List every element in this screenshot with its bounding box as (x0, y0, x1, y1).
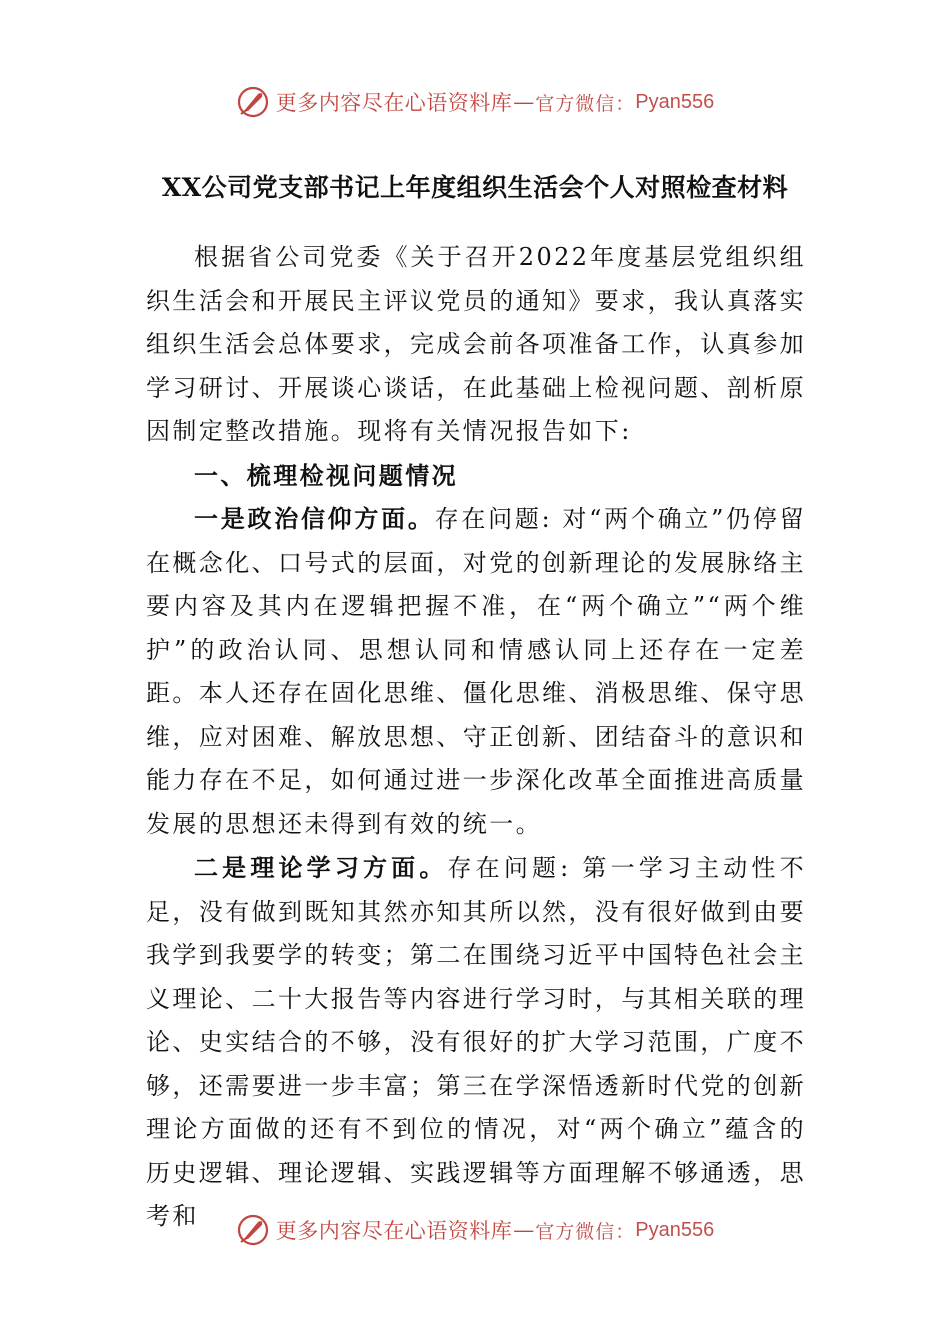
watermark-main-text: 更多内容尽在心语资料库 (275, 91, 513, 115)
quill-seal-icon (236, 85, 270, 119)
item-lead: 二是理论学习方面。 (194, 853, 448, 882)
item-theory-study (146, 846, 806, 1239)
intro-paragraph: 根据省公司党委《关于召开2022年度基层党组织组织生活会和开展民主评议党员的通知》要求，我认真落实组织生活会总体要求，完成会前各项准备工作，认真参加学习研讨、开展谈心谈话，在此基础上检视问题、剖析原因制定整改措施。现将有关情况报告如下: (146, 243, 806, 445)
document-title: XX公司党支部书记上年度组织生活会个人对照检查材料 (161, 173, 789, 202)
watermark-label: 官方微信： (535, 92, 636, 115)
watermark-main-text: 更多内容尽在心语资料库 (275, 1219, 513, 1243)
document-body (146, 236, 806, 1239)
item-body: 存在问题: 第一学习主动性不足，没有做到既知其然亦知其所以然，没有很好做到由要我学到我要学的转变；第二在围绕习近平中国特色社会主义理论、二十大报告等内容进行学习时，与其相关联的理论、史实结合的不够，没有很好的扩大学习范围，广度不够，还需要进一步丰富；第三在学深悟透新时代党的创新理论方面做的还有不到位的情况，对“两个确立”蕴含的历史逻辑、理论逻辑、实践逻辑等方面理解不够通透，思考和 (146, 854, 806, 1230)
section-heading: 一、梳理检视问题情况 (194, 460, 458, 490)
watermark-banner-bottom (0, 1210, 950, 1250)
watermark-wechat-id: Pyan556 (635, 1218, 715, 1241)
item-body: 存在问题: 对“两个确立”仍停留在概念化、口号式的层面，对党的创新理论的发展脉络主要内容及其内在逻辑把握不准，在“两个确立”“两个维护”的政治认同、思想认同和情感认同上还存在一定差距。本人还存在固化思维、僵化思维、消极思维、保守思维，应对困难、解放思想、守正创新、团结奋斗的意识和能力存在不足，如何通过进一步深化改革全面推进高质量发展的思想还未得到有效的统一。 (146, 505, 807, 838)
watermark-wechat-id: Pyan556 (635, 90, 715, 113)
watermark-banner-top (0, 82, 950, 122)
watermark-label: 官方微信： (535, 1220, 636, 1243)
watermark-dash: — (513, 1218, 535, 1242)
item-lead: 一是政治信仰方面。 (194, 504, 435, 533)
item-political-belief (146, 497, 806, 846)
quill-seal-icon (236, 1213, 270, 1247)
watermark-dash: — (513, 90, 535, 114)
